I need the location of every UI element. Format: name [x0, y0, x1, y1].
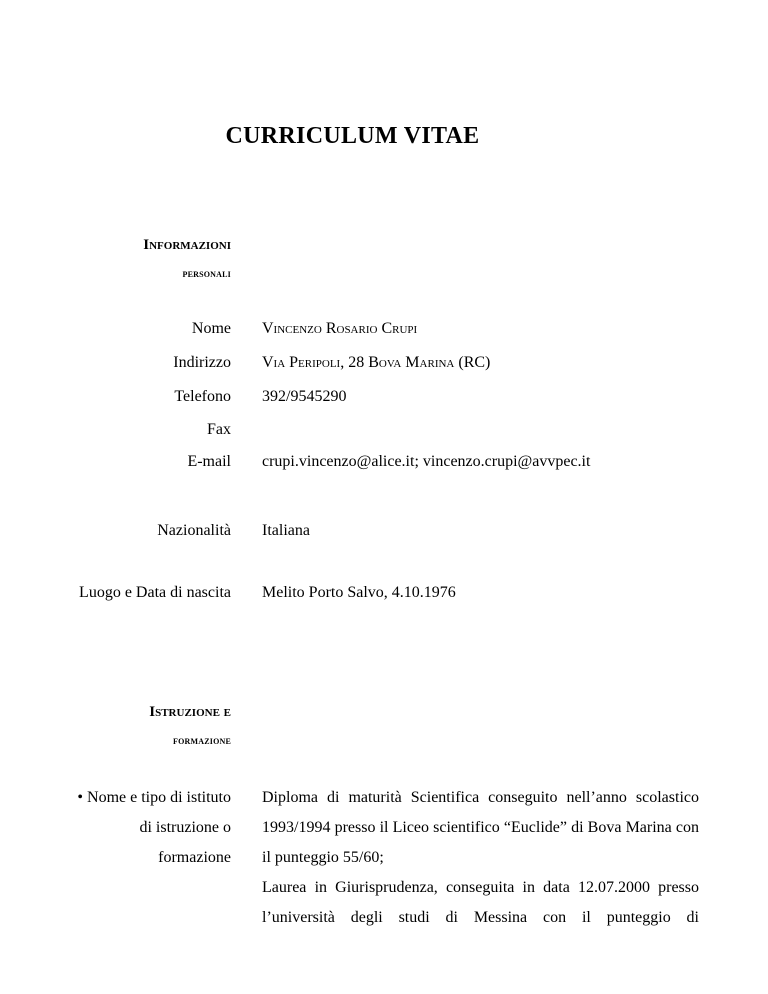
section-heading-personal-line2 — [183, 265, 231, 281]
label-line: formazione — [158, 849, 231, 866]
label-istituto — [77, 783, 231, 873]
education-paragraph: Diploma di maturità Scientifica conseguito nell’anno scolastico 1993/1994 presso il Liceo scientifico “Euclide” di Bova Marina con il punteggio 55/60; — [262, 789, 699, 866]
value-indirizzo: Via Peripoli, 28 Bova Marina (RC) — [262, 354, 491, 371]
label-nascita: Luogo e Data di nascita — [79, 584, 231, 601]
value-email[interactable]: crupi.vincenzo@alice.it; vincenzo.crupi@avvpec.it — [262, 453, 591, 470]
label-line: • Nome e tipo di istituto — [77, 789, 231, 806]
label-telefono: Telefono — [174, 388, 231, 405]
value-nascita: Melito Porto Salvo, 4.10.1976 — [262, 584, 456, 601]
section-heading-education-line2 — [173, 732, 231, 748]
section-heading-education — [149, 704, 231, 720]
education-paragraph: Laurea in Giurisprudenza, conseguita in data 12.07.2000 presso l’università degli studi di Messina con il punteggio di — [262, 879, 699, 926]
label-email: E-mail — [187, 453, 231, 470]
label-line: di istruzione o — [139, 819, 231, 836]
section-heading-line: Informazioni — [143, 237, 231, 253]
label-nome: Nome — [191, 320, 231, 337]
label-indirizzo: Indirizzo — [173, 354, 231, 371]
section-heading-line: formazione — [173, 733, 231, 747]
value-nome: Vincenzo Rosario Crupi — [262, 320, 418, 337]
value-nazionalita: Italiana — [262, 522, 310, 539]
section-heading-personal — [143, 237, 231, 253]
label-nazionalita: Nazionalità — [157, 522, 231, 539]
page-title: CURRICULUM VITAE — [225, 123, 480, 149]
value-telefono: 392/9545290 — [262, 388, 347, 405]
section-heading-line: personali — [182, 266, 231, 280]
education-text — [262, 783, 699, 933]
label-fax: Fax — [207, 421, 231, 438]
section-heading-line: Istruzione e — [149, 704, 231, 720]
